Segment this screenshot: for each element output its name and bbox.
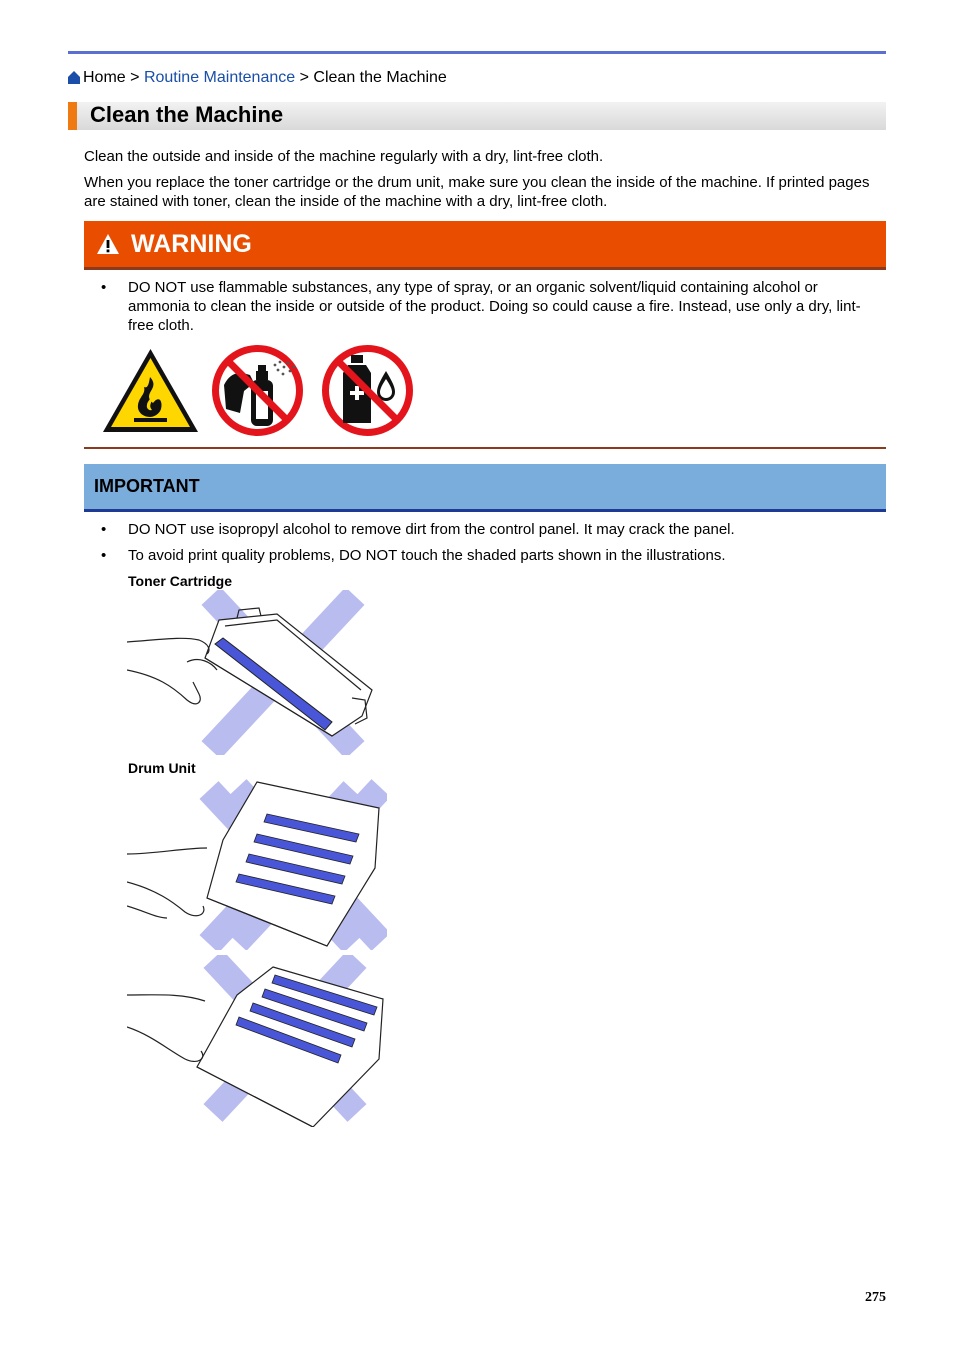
title-accent: [68, 102, 77, 130]
breadcrumb: [68, 68, 447, 88]
breadcrumb-separator: >: [299, 69, 309, 86]
warning-triangle-icon: [96, 233, 120, 255]
breadcrumb-current: Clean the Machine: [313, 69, 447, 86]
important-banner: [84, 464, 886, 512]
bullet-marker: •: [101, 547, 107, 564]
breadcrumb-home[interactable]: Home: [83, 69, 126, 86]
toner-cartridge-label: Toner Cartridge: [128, 573, 232, 589]
intro-paragraph: Clean the outside and inside of the machine regularly with a dry, lint-free cloth.: [84, 148, 604, 165]
page-title: Clean the Machine: [90, 102, 284, 127]
important-label: IMPORTANT: [94, 476, 200, 496]
drum-unit-illustration-rear: [127, 955, 389, 1127]
toner-cartridge-illustration: [127, 590, 377, 755]
no-solvent-icon: [320, 343, 415, 438]
page-title-bar: [68, 102, 886, 130]
warning-banner: [84, 221, 886, 270]
replace-paragraph: When you replace the toner cartridge or the drum unit, make sure you clean the inside of the machine. If printed pages are stained with toner, clean the inside of the machine with a dry, lint-free cloth.: [84, 174, 870, 210]
warning-bottom-rule: [84, 447, 886, 449]
page-number: 275: [865, 1290, 886, 1305]
drum-unit-label: Drum Unit: [128, 760, 196, 776]
important-bullet-text: To avoid print quality problems, DO NOT touch the shaded parts shown in the illustrations.: [128, 547, 726, 564]
important-bullet-text: DO NOT use isopropyl alcohol to remove dirt from the control panel. It may crack the panel.: [128, 521, 735, 538]
flammable-warning-icon: [101, 347, 200, 434]
bullet-marker: •: [101, 279, 107, 296]
top-rule: [68, 51, 886, 54]
breadcrumb-separator: >: [130, 69, 140, 86]
bullet-marker: •: [101, 521, 107, 538]
warning-bullet-text: DO NOT use flammable substances, any type of spray, or an organic solvent/liquid containing alcohol or ammonia to clean the inside or outside of the product. Doing so could cause a fire. Instead, use only a dry, lint-free cloth.: [128, 279, 861, 334]
drum-unit-illustration-front: [127, 778, 387, 950]
no-spray-icon: [210, 343, 305, 438]
breadcrumb-link-routine-maintenance[interactable]: Routine Maintenance: [143, 69, 296, 86]
warning-label: WARNING: [131, 230, 252, 258]
home-icon[interactable]: [68, 71, 80, 84]
